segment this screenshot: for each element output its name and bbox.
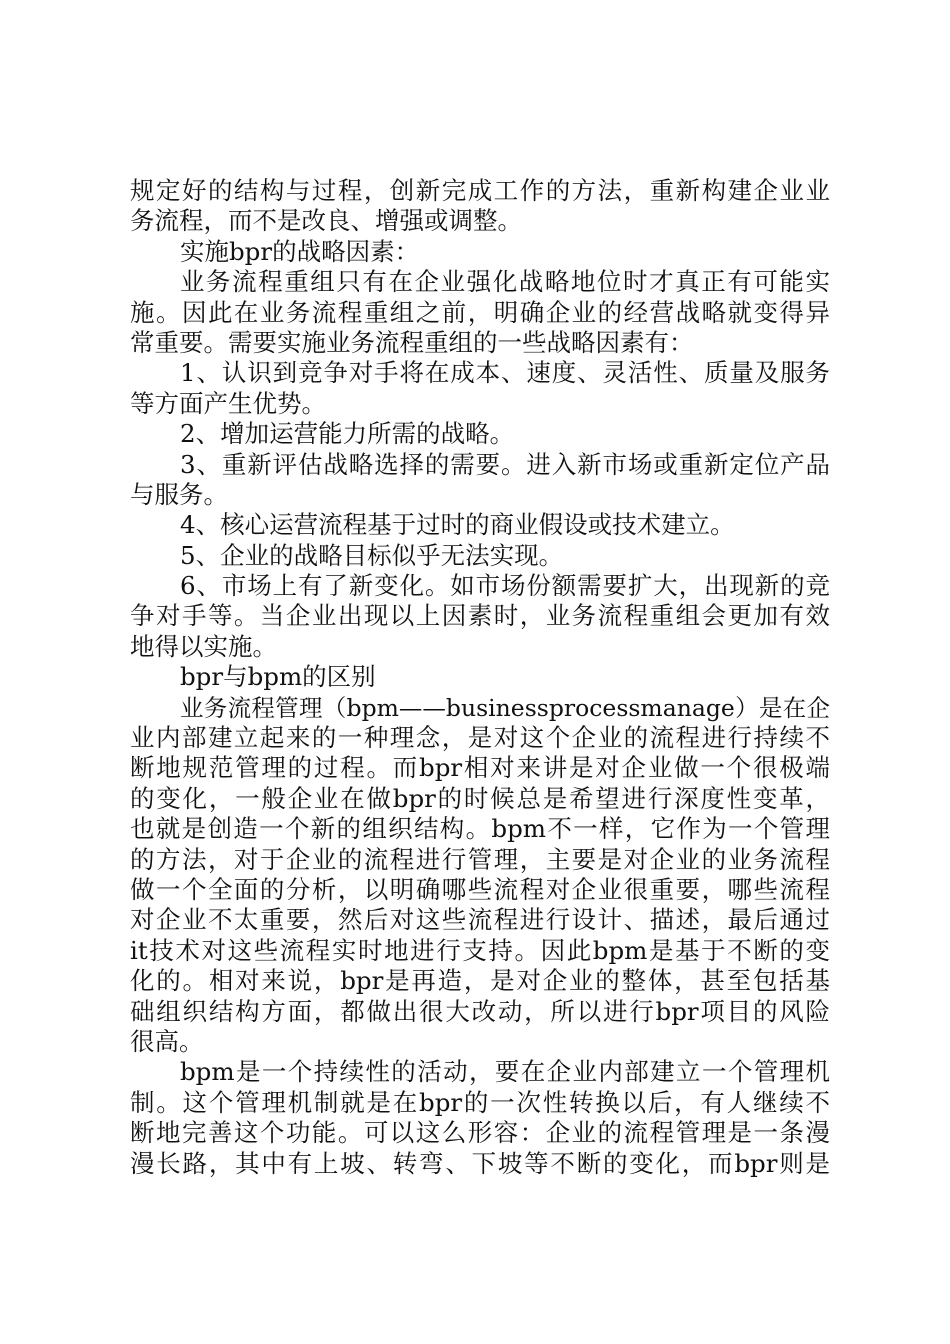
text-line: 3、重新评估战略选择的需要。进入新市场或重新定位产品: [180, 449, 830, 479]
text-line: bpr与bpm的区别: [180, 662, 376, 692]
text-line: 地得以实施。: [130, 631, 277, 661]
document-page: [130, 176, 830, 1179]
text-line: 断地规范管理的过程。而bpr相对来讲是对企业做一个很极端: [130, 753, 830, 783]
text-line: 漫长路，其中有上坡、转弯、下坡等不断的变化，而bpr则是: [130, 1148, 830, 1178]
text-line: 也就是创造一个新的组织结构。bpm不一样，它作为一个管理: [130, 814, 830, 844]
text-line: 与服务。: [130, 479, 228, 509]
text-line: 化的。相对来说，bpr是再造，是对企业的整体，甚至包括基: [130, 966, 830, 996]
text-line: 对企业不太重要，然后对这些流程进行设计、描述，最后通过: [130, 905, 830, 935]
text-line: 的变化，一般企业在做bpr的时候总是希望进行深度性变革，: [130, 783, 830, 813]
text-line: 5、企业的战略目标似乎无法实现。: [180, 540, 564, 570]
text-line: 业务流程管理（bpm——businessprocessmanage）是在企: [180, 693, 830, 722]
text-line: it技术对这些流程实时地进行支持。因此bpm是基于不断的变: [130, 935, 830, 965]
text-line: 础组织结构方面，都做出很大改动，所以进行bpr项目的风险: [130, 996, 830, 1026]
text-line: 常重要。需要实施业务流程重组的一些战略因素有：: [130, 327, 694, 357]
text-line: 制。这个管理机制就是在bpr的一次性转换以后，有人继续不: [130, 1087, 830, 1117]
text-line: 1、认识到竞争对手将在成本、速度、灵活性、质量及服务: [180, 358, 830, 388]
text-line: 规定好的结构与过程，创新完成工作的方法，重新构建企业业: [130, 176, 830, 205]
text-line: 务流程，而不是改良、增强或调整。: [130, 206, 522, 236]
text-line: 争对手等。当企业出现以上因素时，业务流程重组会更加有效: [130, 601, 830, 631]
text-line: 断地完善这个功能。可以这么形容：企业的流程管理是一条漫: [130, 1118, 830, 1148]
text-line: 2、增加运营能力所需的战略。: [180, 419, 515, 449]
text-line: 6、市场上有了新变化。如市场份额需要扩大，出现新的竞: [180, 571, 830, 601]
text-line: 施。因此在业务流程重组之前，明确企业的经营战略就变得异: [130, 297, 830, 327]
text-line: 业内部建立起来的一种理念，是对这个企业的流程进行持续不: [130, 723, 830, 753]
text-line: 实施bpr的战略因素：: [180, 236, 420, 266]
text-line: 的方法，对于企业的流程进行管理，主要是对企业的业务流程: [130, 844, 830, 874]
text-line: bpm是一个持续性的活动，要在企业内部建立一个管理机: [180, 1057, 830, 1087]
text-line: 业务流程重组只有在企业强化战略地位时才真正有可能实: [180, 267, 830, 297]
text-line: 4、核心运营流程基于过时的商业假设或技术建立。: [180, 510, 735, 540]
text-line: 很高。: [130, 1026, 204, 1056]
text-line: 等方面产生优势。: [130, 388, 326, 418]
text-line: 做一个全面的分析，以明确哪些流程对企业很重要，哪些流程: [130, 874, 830, 904]
